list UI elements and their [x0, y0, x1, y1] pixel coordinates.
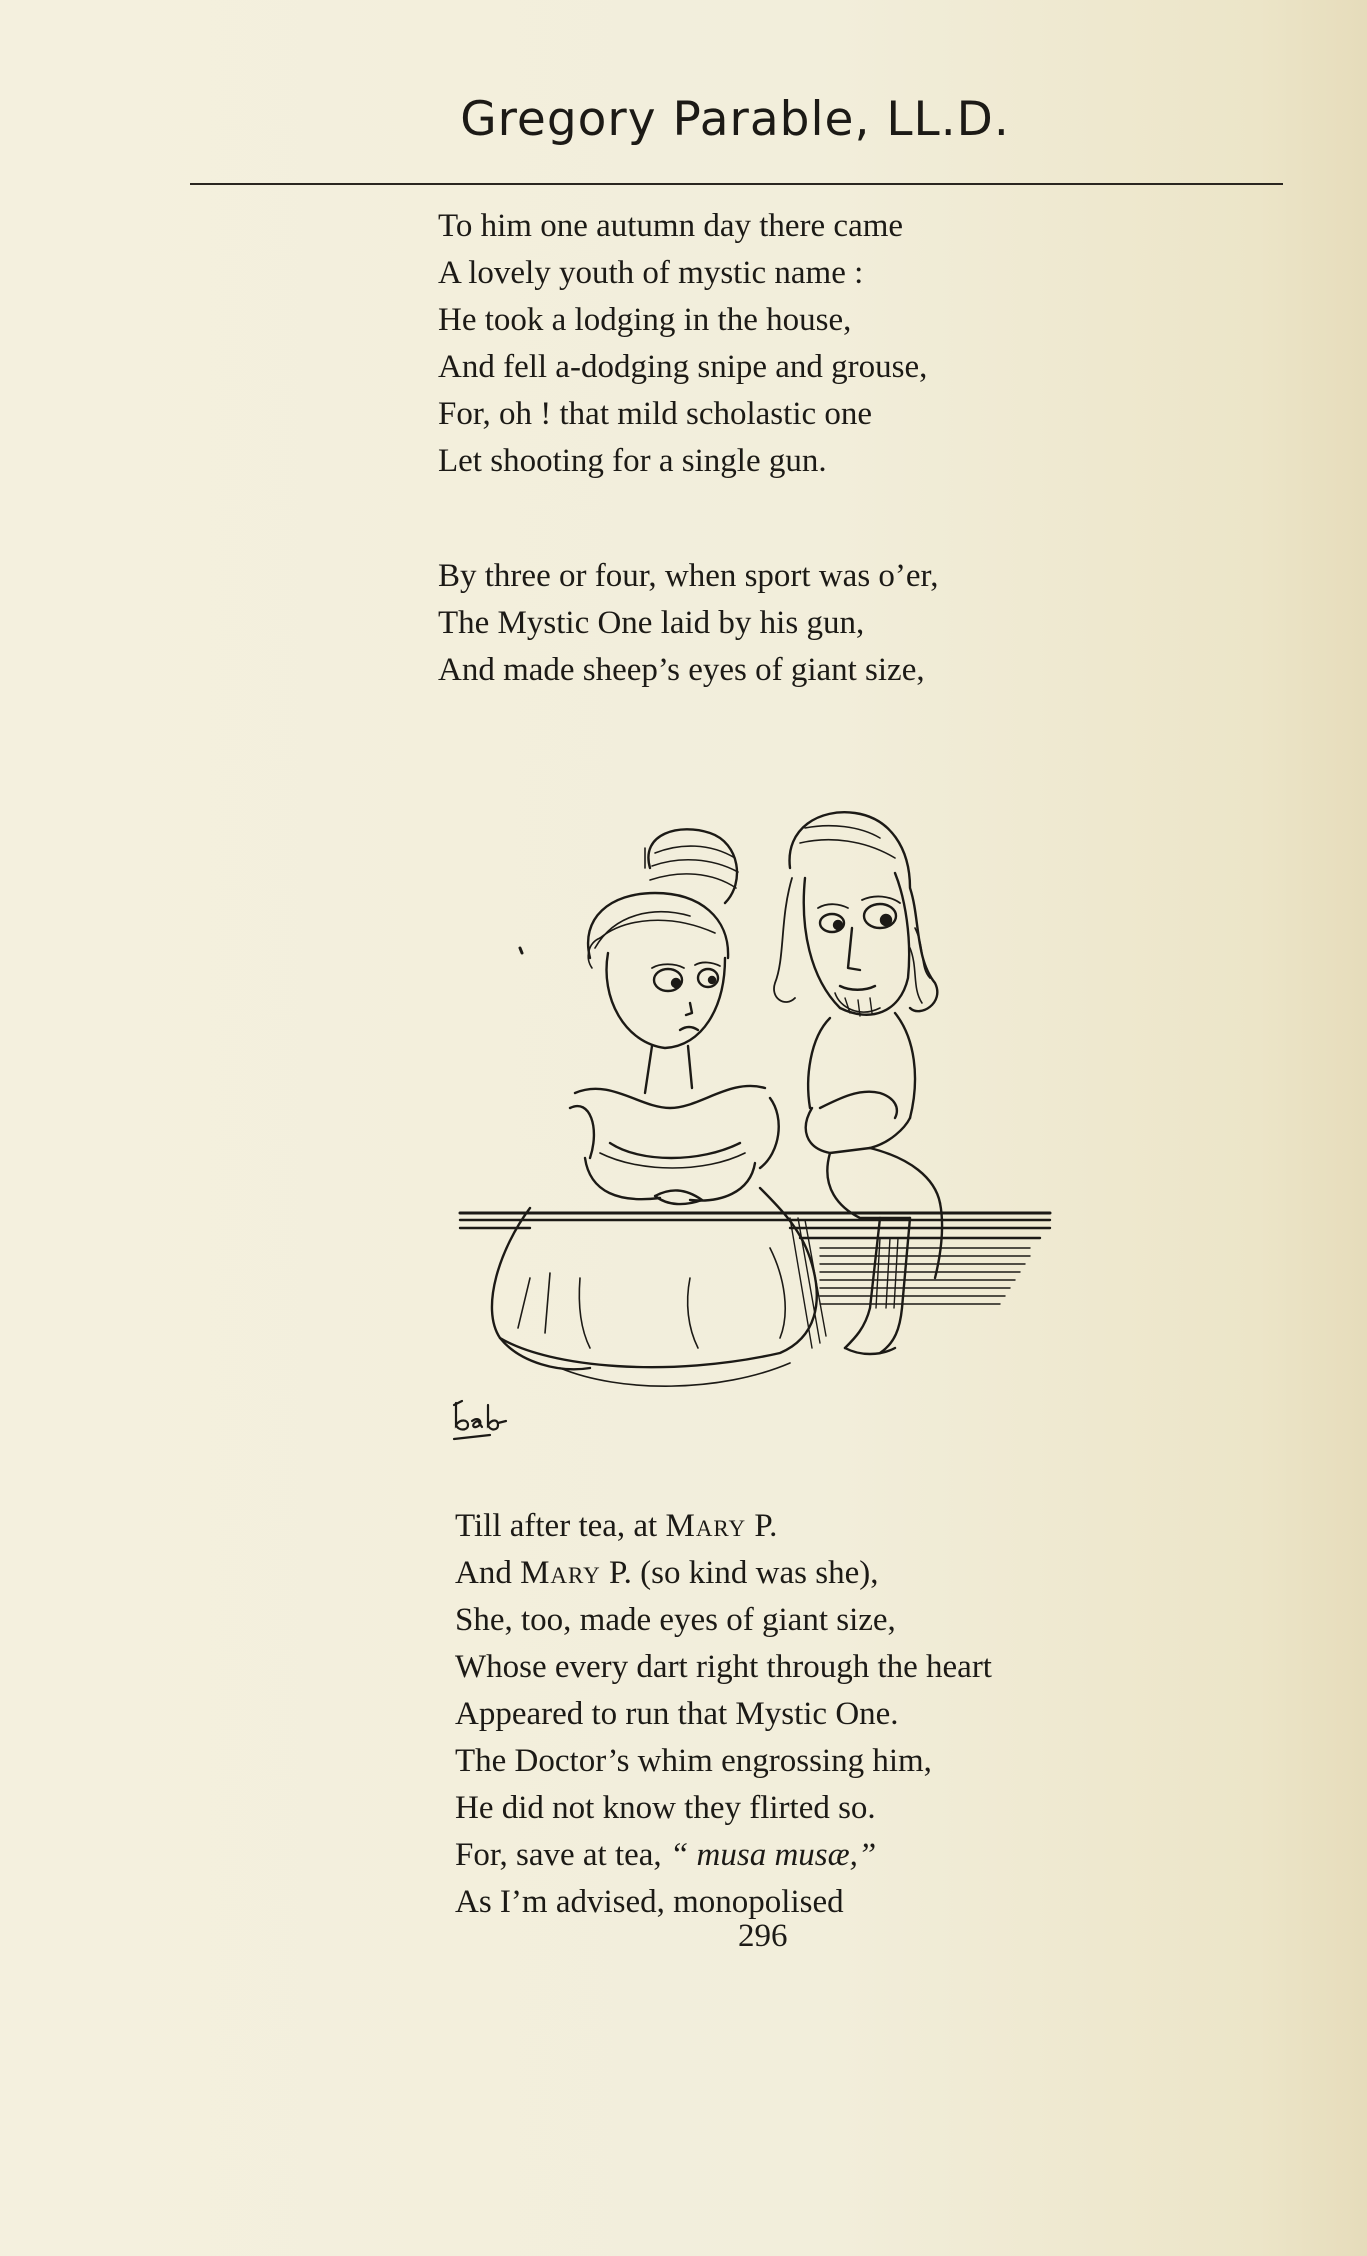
verse-line: The Mystic One laid by his gun,: [438, 605, 865, 641]
verse-line: And fell a-dodging snipe and grouse,: [438, 349, 928, 385]
verse-line: By three or four, when sport was o’er,: [438, 558, 939, 594]
bab-signature-mark: [450, 1395, 510, 1445]
verse-line: He did not know they flirted so.: [455, 1790, 876, 1826]
verse-line: She, too, made eyes of giant size,: [455, 1602, 896, 1638]
verse-text: For, save at tea,: [455, 1837, 670, 1873]
verse-text: Till after tea, at: [455, 1508, 666, 1544]
stanza-3: [455, 1503, 992, 1926]
verse-text: And: [455, 1555, 521, 1591]
verse-line: Whose every dart right through the heart: [455, 1649, 992, 1685]
verse-line: Let shooting for a single gun.: [438, 443, 827, 479]
verse-line: For, oh ! that mild scholastic one: [438, 396, 873, 432]
running-head: Gregory Parable, LL.D.: [460, 92, 1010, 147]
page-number: 296: [738, 1918, 788, 1954]
verse-line: [455, 1550, 992, 1597]
woman-figure: [492, 829, 826, 1386]
verse-text: P. (so kind was she),: [600, 1555, 879, 1591]
name-small-caps: Mary: [520, 1555, 601, 1591]
verse-line: Appeared to run that Mystic One.: [455, 1696, 899, 1732]
header-rule: [190, 183, 1283, 185]
verse-line: [455, 1832, 992, 1879]
stanza-1: [438, 203, 927, 485]
illustration-couple-on-bench: [440, 808, 1060, 1448]
verse-line: A lovely youth of mystic name :: [438, 255, 864, 291]
verse-line: [455, 1503, 992, 1550]
latin-quote: “ musa musæ,”: [669, 1837, 877, 1873]
verse-text: P.: [746, 1508, 778, 1544]
verse-line: As I’m advised, monopolised: [455, 1884, 844, 1920]
stanza-2: [438, 553, 938, 694]
verse-line: To him one autumn day there came: [438, 208, 904, 244]
verse-line: He took a lodging in the house,: [438, 302, 852, 338]
verse-line: And made sheep’s eyes of giant size,: [438, 652, 925, 688]
verse-line: The Doctor’s whim engrossing him,: [455, 1743, 932, 1779]
name-small-caps: Mary: [665, 1508, 747, 1544]
